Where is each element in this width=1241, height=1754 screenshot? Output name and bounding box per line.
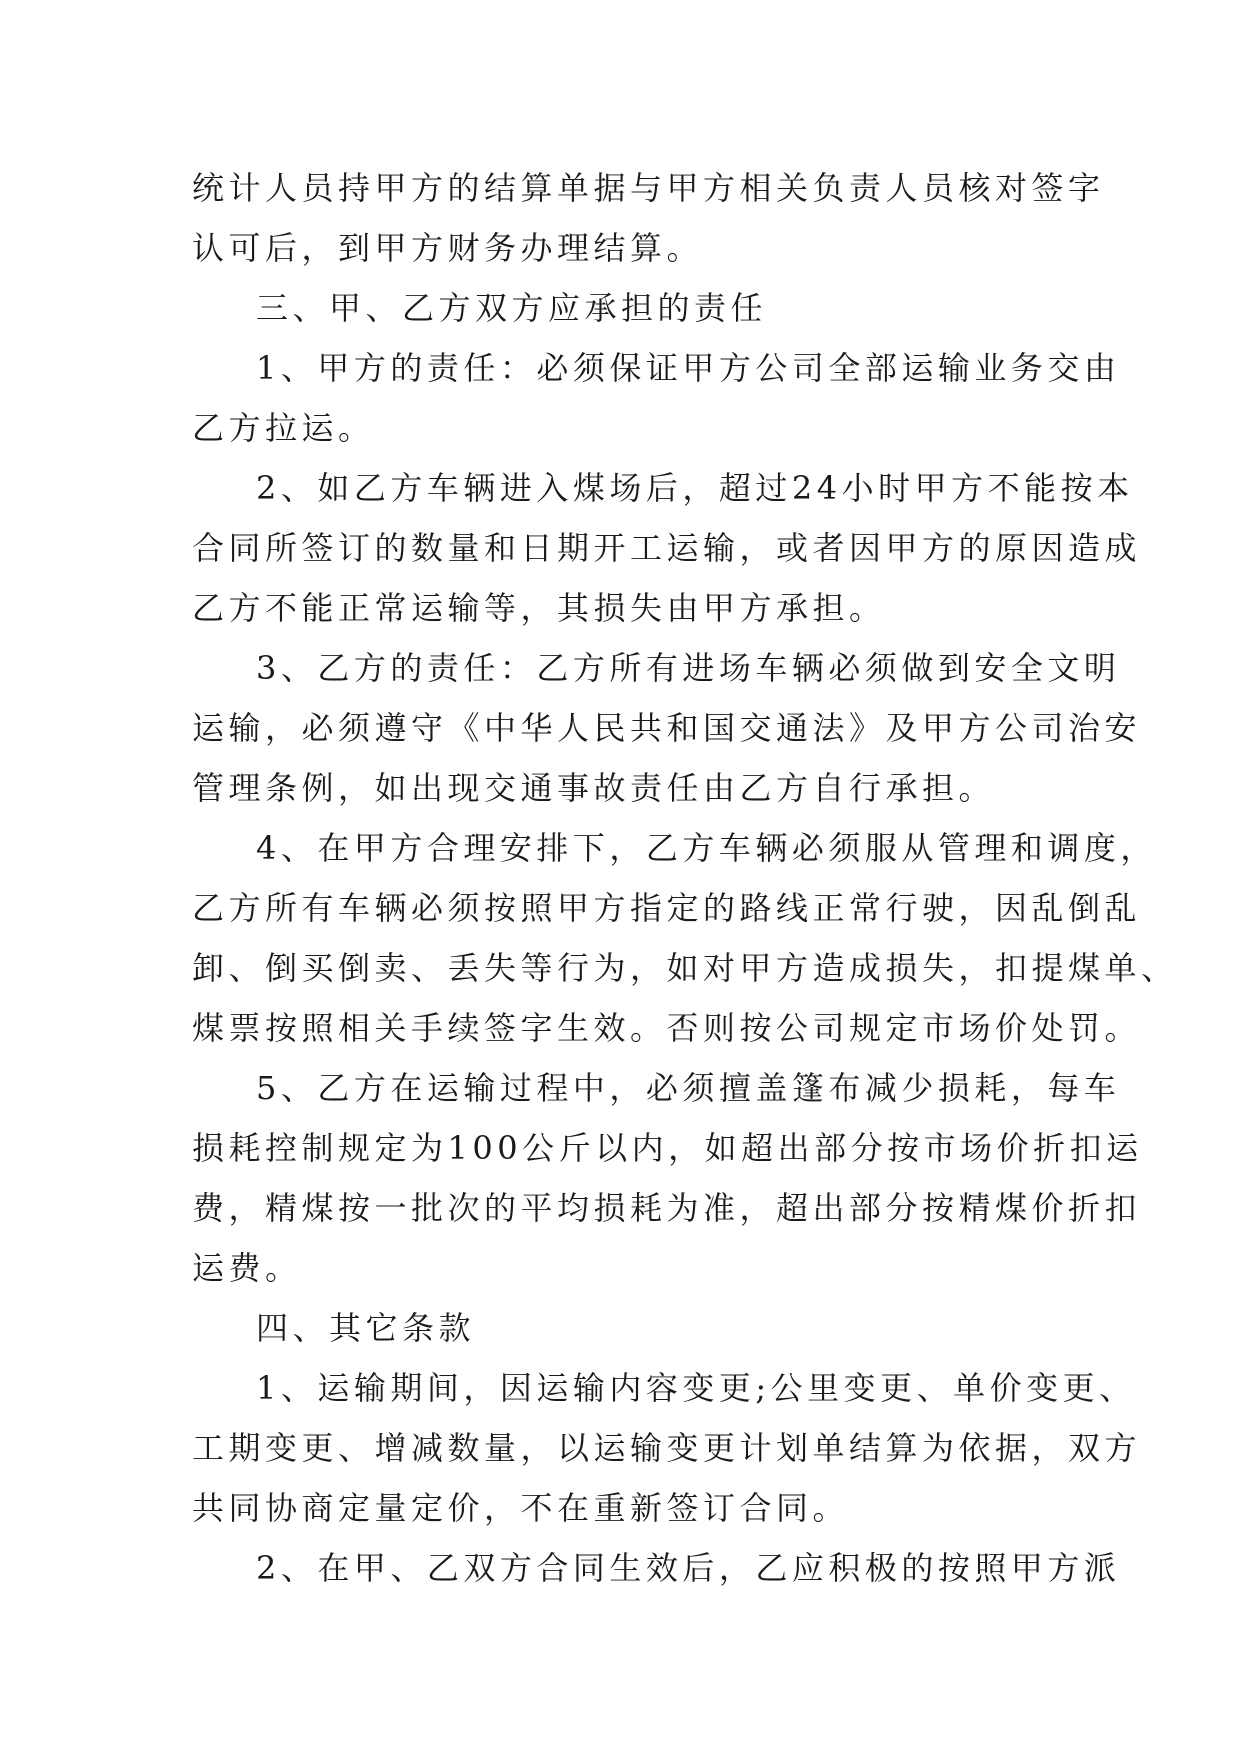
text-line: 运费。 <box>192 1249 302 1287</box>
clause-line: 1、运输期间，因运输内容变更;公里变更、单价变更、 <box>256 1369 1136 1407</box>
text-line: 运输，必须遵守《中华人民共和国交通法》及甲方公司治安 <box>192 709 1142 747</box>
text-line: 管理条例，如出现交通事故责任由乙方自行承担。 <box>192 769 996 807</box>
section-heading: 三、甲、乙方双方应承担的责任 <box>256 289 768 327</box>
clause-line: 2、在甲、乙双方合同生效后，乙应积极的按照甲方派 <box>256 1549 1121 1587</box>
text-line: 共同协商定量定价，不在重新签订合同。 <box>192 1489 850 1527</box>
text-line: 煤票按照相关手续签字生效。否则按公司规定市场价处罚。 <box>192 1009 1142 1047</box>
text-line: 乙方拉运。 <box>192 409 375 447</box>
clause-line: 1、甲方的责任：必须保证甲方公司全部运输业务交由 <box>256 349 1121 387</box>
text-line: 卸、倒买倒卖、丢失等行为，如对甲方造成损失，扣提煤单、 <box>192 949 1178 987</box>
clause-line: 2、如乙方车辆进入煤场后，超过24小时甲方不能按本 <box>256 469 1134 507</box>
document-body <box>192 158 1178 1598</box>
clause-line: 3、乙方的责任：乙方所有进场车辆必须做到安全文明 <box>256 649 1121 687</box>
text-line: 认可后，到甲方财务办理结算。 <box>192 229 704 267</box>
text-line: 乙方不能正常运输等，其损失由甲方承担。 <box>192 589 886 627</box>
section-heading: 四、其它条款 <box>256 1309 476 1347</box>
text-line: 统计人员持甲方的结算单据与甲方相关负责人员核对签字 <box>192 169 1105 207</box>
clause-line: 4、在甲方合理安排下，乙方车辆必须服从管理和调度， <box>256 829 1157 867</box>
text-line: 乙方所有车辆必须按照甲方指定的路线正常行驶，因乱倒乱 <box>192 889 1142 927</box>
clause-line: 5、乙方在运输过程中，必须擅盖篷布减少损耗，每车 <box>256 1069 1121 1107</box>
text-line: 合同所签订的数量和日期开工运输，或者因甲方的原因造成 <box>192 529 1142 567</box>
text-line: 费，精煤按一批次的平均损耗为准，超出部分按精煤价折扣 <box>192 1189 1142 1227</box>
text-line: 工期变更、增减数量，以运输变更计划单结算为依据，双方 <box>192 1429 1142 1467</box>
text-line: 损耗控制规定为100公斤以内，如超出部分按市场价折扣运 <box>192 1129 1143 1167</box>
